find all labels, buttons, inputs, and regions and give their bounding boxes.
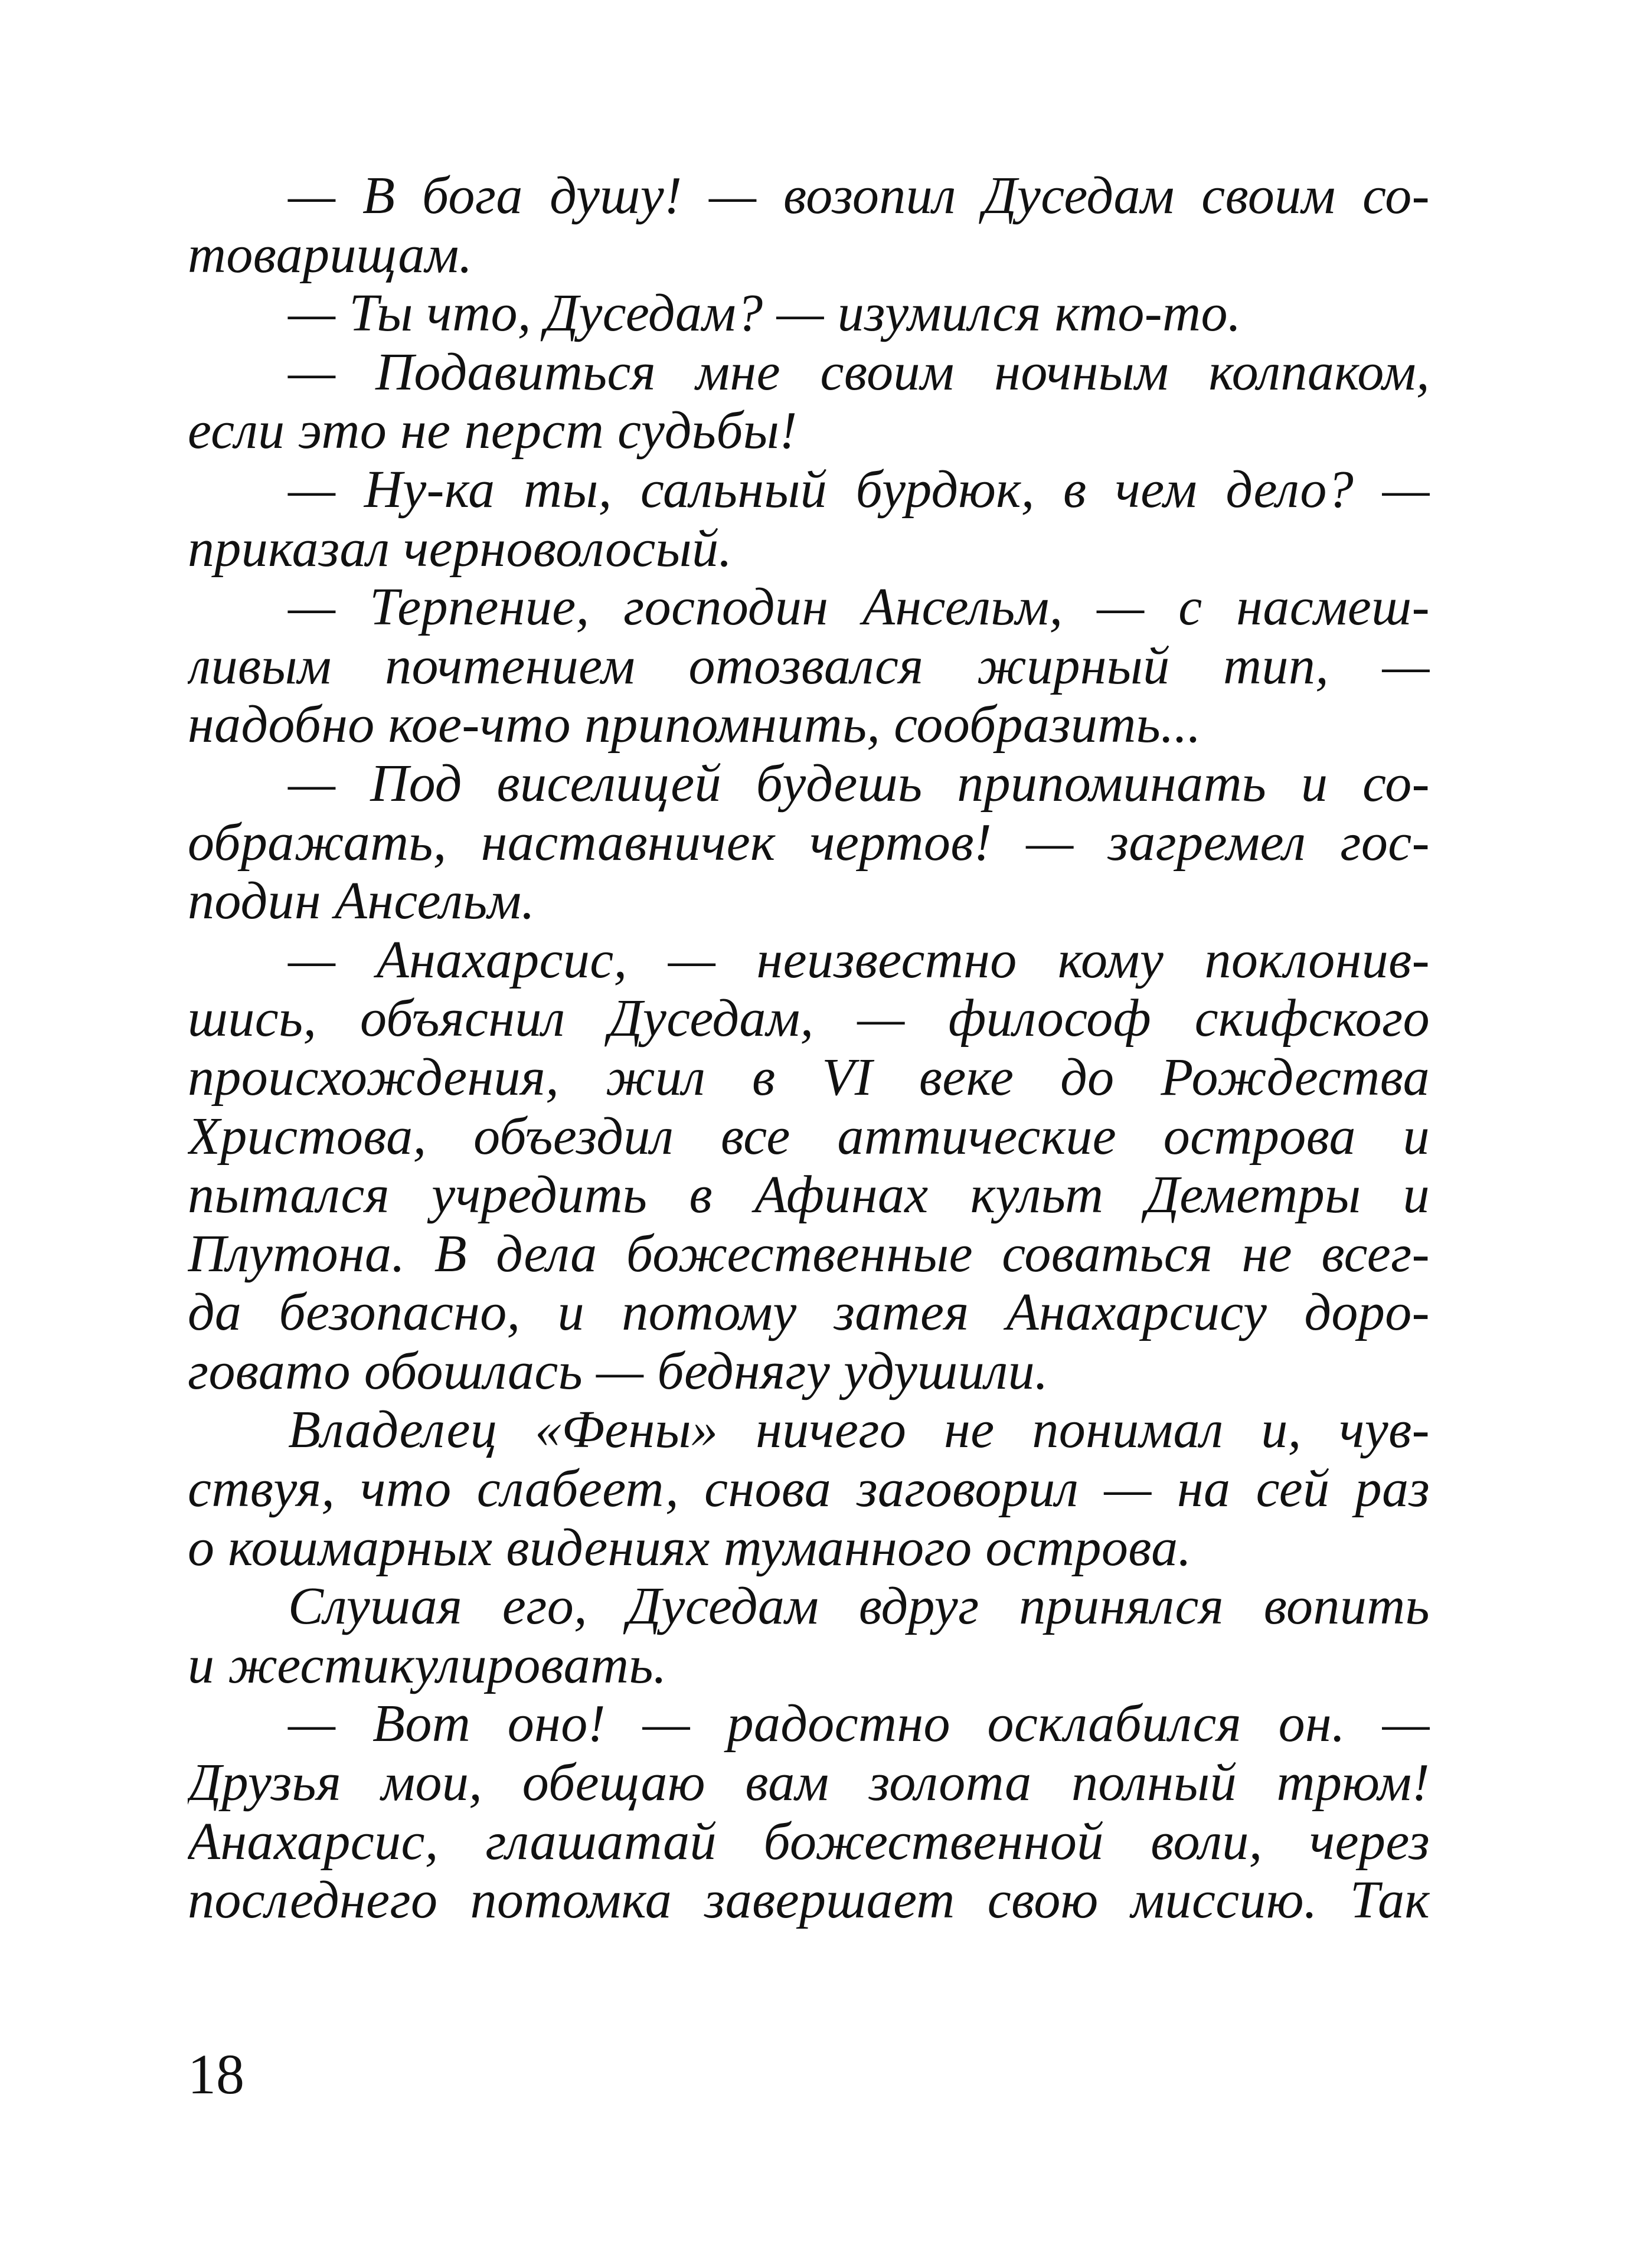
text-line: Плутона. В дела божественные соваться не всег- — [188, 1224, 1430, 1283]
text-line: надобно кое-что припомнить, сообразить... — [188, 695, 1201, 754]
text-line: Друзья мои, обещаю вам золота полный трюм! — [188, 1753, 1430, 1812]
text-line: Владелец «Фены» ничего не понимал и, чув- — [288, 1400, 1430, 1459]
text-line: происхождения, жил в VI веке до Рождества — [188, 1048, 1430, 1107]
text-line: Слушая его, Дуседам вдруг принялся вопить — [288, 1577, 1430, 1636]
text-line: говато обошлась — беднягу удушили. — [188, 1341, 1048, 1400]
text-line: Анахарсис, глашатай божественной воли, через — [188, 1812, 1430, 1871]
text-line: — Под виселицей будешь припоминать и со- — [288, 754, 1430, 813]
text-line: — Ну-ка ты, сальный бурдюк, в чем дело? — — [288, 460, 1430, 519]
text-line: последнего потомка завершает свою миссию. Так — [188, 1871, 1430, 1930]
text-line: ображать, наставничек чертов! — загремел гос- — [188, 813, 1430, 872]
text-line: — В бога душу! — возопил Дуседам своим со- — [288, 166, 1430, 225]
text-line: и жестикулировать. — [188, 1635, 667, 1694]
text-line: ствуя, что слабеет, снова заговорил — на сей раз — [188, 1459, 1430, 1518]
text-line: товарищам. — [188, 225, 473, 284]
text-line: подин Ансельм. — [188, 872, 535, 931]
text-line: — Ты что, Дуседам? — изумился кто-то. — [288, 284, 1241, 343]
body-text — [188, 166, 1430, 1930]
text-line: — Подавиться мне своим ночным колпаком, — [288, 342, 1430, 401]
text-line: Христова, объездил все аттические острова и — [188, 1107, 1430, 1166]
text-line: пытался учредить в Афинах культ Деметры и — [188, 1166, 1430, 1225]
page-number: 18 — [188, 2043, 244, 2106]
text-line: — Вот оно! — радостно осклабился он. — — [288, 1694, 1430, 1753]
text-line: — Анахарсис, — неизвестно кому поклонив- — [288, 930, 1430, 989]
text-line: о кошмарных видениях туманного острова. — [188, 1518, 1192, 1577]
text-line: ливым почтением отозвался жирный тип, — — [188, 636, 1430, 695]
text-line: да безопасно, и потому затея Анахарсису доро- — [188, 1283, 1430, 1342]
text-line: если это не перст судьбы! — [188, 401, 798, 460]
text-line: — Терпение, господин Ансельм, — с насмеш- — [288, 578, 1430, 637]
text-line: шись, объяснил Дуседам, — философ скифского — [188, 989, 1430, 1048]
text-line: приказал черноволосый. — [188, 519, 733, 578]
